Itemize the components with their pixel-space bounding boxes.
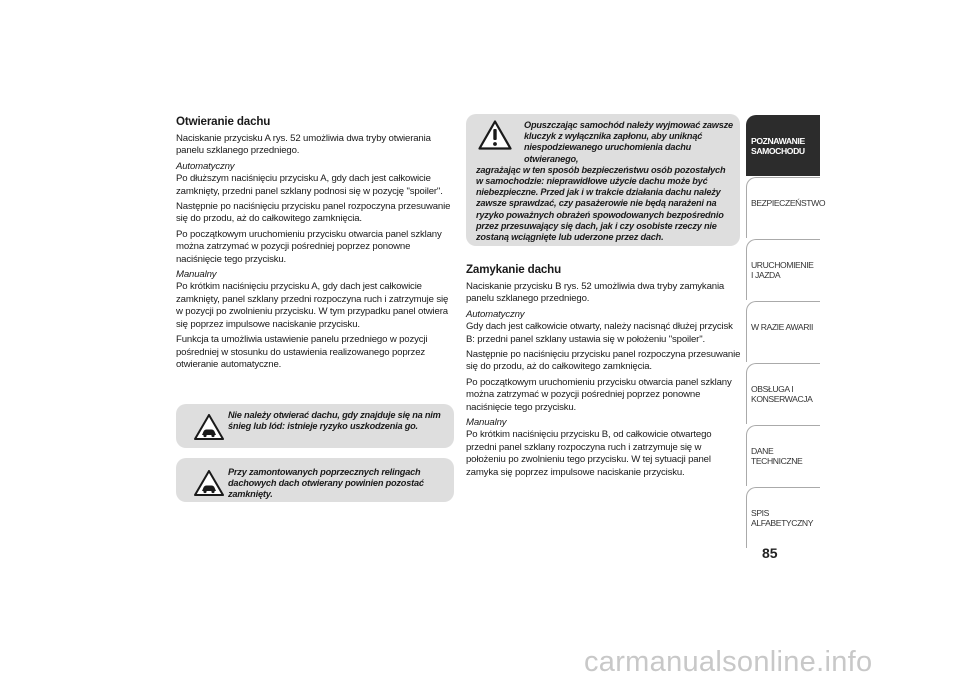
tab-spis-alfabetyczny[interactable] (746, 487, 820, 548)
chapter-tabs (746, 115, 826, 549)
note-text: Przy zamontowanych poprzecznych relingach dachowych dach otwierany powinien pozostać zamknięty. (228, 467, 424, 500)
warning-box (466, 114, 740, 246)
paragraph: Gdy dach jest całkowicie otwarty, należy nacisnąć dłużej przycisk B: przedni panel szklany ustawia się w położeniu "spoiler". (466, 321, 733, 345)
tab-label: SPIS ALFABETYCZNY (751, 508, 814, 528)
paragraph: Po krótkim naciśnięciu przycisku B, od całkowicie otwartego przedni panel szklany rozpoczyna ruch i zatrzymuje się w położeniu po zwolnieniu tego przycisku. W tej sytuacji panel zamyka się poprzez impulsowe naciskanie przycisku. (466, 429, 712, 478)
section-heading-opening: Otwieranie dachu (176, 115, 271, 128)
paragraph: Po krótkim naciśnięciu przycisku A, gdy dach jest całkowicie zamknięty, panel szklany przedni rozpoczyna ruch i zatrzymuje się w pozycji po zwolnieniu przycisku. W tym przypadku panel otwiera się poprzez impulsowe naciskanie przycisku. (176, 281, 449, 330)
tab-dane-techniczne[interactable] (746, 425, 820, 486)
tab-uruchomienie-i-jazda[interactable] (746, 239, 820, 300)
mode-label-manual: Manualny (176, 269, 217, 281)
page-number: 85 (762, 545, 778, 561)
watermark: carmanualsonline.info (584, 646, 873, 678)
paragraph: Naciskanie przycisku A rys. 52 umożliwia dwa tryby otwierania panelu szklanego przedniego. (176, 133, 431, 157)
note-text: Nie należy otwierać dachu, gdy znajduje się na nim śnieg lub lód: istnieje ryzyko uszkodzenia go. (228, 410, 441, 432)
paragraph: Po początkowym uruchomieniu przycisku otwarcia panel szklany można zatrzymać w pozycji pośredniej poprzez ponowne naciśnięcie tego przycisku. (466, 376, 732, 413)
tab-w-razie-awarii[interactable] (746, 301, 820, 362)
tab-label: BEZPIECZEŃSTWO (751, 198, 826, 208)
section-heading-closing: Zamykanie dachu (466, 263, 562, 276)
warning-body: zagrażając w ten sposób bezpieczeństwu osób pozostałych w samochodzie: nieprawidłowe użycie dachu może być niebezpieczne. Przed jak i w trakcie działania dachu należy zawsze sprawdzać, czy pasażerowie nie będą narażeni na ryzyko poważnych obrażeń spowodowanych bezpośrednio przez przesuwający się dach, jak i czy osobiste rzeczy nie zostaną wciągnięte lub uderzone przez dach. (476, 164, 726, 243)
mode-label-automatic: Automatyczny (176, 160, 235, 172)
car-caution-icon (194, 470, 224, 496)
paragraph: Po początkowym uruchomieniu przycisku otwarcia panel szklany można zatrzymać w pozycji pośredniej poprzez ponowne naciśnięcie tego przycisku. (176, 228, 442, 265)
paragraph: Po dłuższym naciśnięciu przycisku A, gdy dach jest całkowicie zamknięty, przedni panel szklany podnosi się w pozycję "spoiler". (176, 173, 443, 197)
note-box-roof-rails (176, 458, 454, 502)
car-caution-icon (194, 414, 224, 440)
paragraph: Następnie po naciśnięciu przycisku panel rozpoczyna przesuwanie się do przodu, aż do całkowitego zamknięcia. (176, 201, 451, 225)
note-box-snow (176, 404, 454, 448)
paragraph: Funkcja ta umożliwia ustawienie panelu przedniego w pozycji pośredniej w stosunku do ustawienia realizowanego poprzez otwieranie automatyczne. (176, 334, 428, 370)
mode-label-manual: Manualny (466, 417, 507, 429)
warning-line: niespodziewanego uruchomienia dachu otwieranego, (524, 142, 692, 164)
paragraph: Naciskanie przycisku B rys. 52 umożliwia dwa tryby zamykania panelu szklanego przedniego. (466, 281, 725, 305)
tab-label: W RAZIE AWARII (751, 322, 814, 332)
tab-label: POZNAWANIE SAMOCHODU (751, 136, 805, 156)
left-column (176, 115, 454, 374)
warning-line: Opuszczając samochód należy wyjmować zawsze (524, 120, 733, 130)
tab-label: URUCHOMIENIE I JAZDA (751, 260, 814, 280)
tab-label: DANE TECHNICZNE (751, 446, 803, 466)
tab-label: OBSŁUGA I KONSERWACJA (751, 384, 813, 404)
tab-poznawanie-samochodu[interactable] (746, 115, 820, 176)
right-column (466, 263, 742, 482)
tab-obsluga-i-konserwacja[interactable] (746, 363, 820, 424)
paragraph: Następnie po naciśnięciu przycisku panel rozpoczyna przesuwanie się do przodu, aż do całkowitego zamknięcia. (466, 349, 741, 373)
warning-text (476, 120, 734, 243)
warning-line: kluczyk z wyłącznika zapłonu, aby uniknąć (524, 131, 703, 142)
tab-bezpieczenstwo[interactable] (746, 177, 826, 238)
mode-label-automatic: Automatyczny (466, 308, 525, 320)
